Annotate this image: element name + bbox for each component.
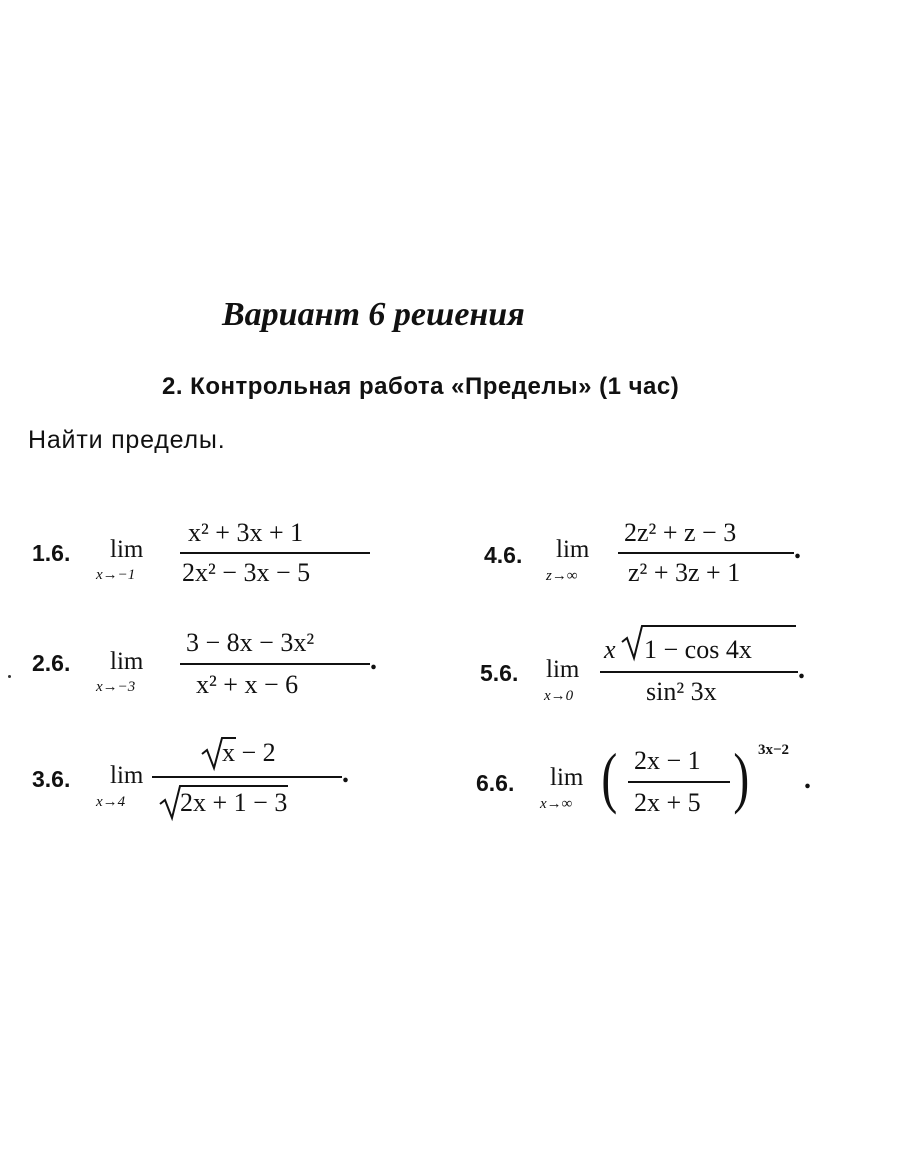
limit-operator: lim <box>110 762 144 789</box>
scan-speck <box>8 675 11 678</box>
numerator: x − 2 <box>222 738 276 767</box>
denominator: x² + x − 6 <box>196 670 299 699</box>
limit-subscript: x→4 <box>96 794 126 810</box>
limit-operator: lim <box>110 648 144 675</box>
denominator: sin² 3x <box>646 677 717 706</box>
limit-operator: lim <box>110 536 144 563</box>
section-heading: 2. Контрольная работа «Пределы» (1 час) <box>162 373 680 400</box>
terminal-period: . <box>370 645 377 676</box>
fraction-bar <box>152 776 342 778</box>
instruction-text: Найти пределы. <box>28 426 226 454</box>
fraction-bar <box>180 552 370 554</box>
exponent: 3x−2 <box>758 742 790 758</box>
numerator: 1 − cos 4x <box>644 635 752 664</box>
page-title: Вариант 6 решения <box>222 296 525 333</box>
terminal-period: . <box>794 534 801 565</box>
terminal-period: . <box>342 758 349 789</box>
limit-operator: lim <box>550 764 584 791</box>
denominator: 2x² − 3x − 5 <box>182 558 311 587</box>
limit-subscript: x→0 <box>544 688 574 704</box>
numerator: 2x − 1 <box>634 746 701 775</box>
denominator: 2x + 1 − 3 <box>180 788 288 817</box>
problem-number: 4.6. <box>484 542 523 568</box>
limit-subscript: z→∞ <box>546 568 578 584</box>
fraction-bar <box>600 671 798 673</box>
problem-number: 6.6. <box>476 770 515 796</box>
terminal-period: . <box>798 654 805 685</box>
denominator: z² + 3z + 1 <box>628 558 741 587</box>
fraction-bar <box>180 663 370 665</box>
numerator: 3 − 8x − 3x² <box>186 628 315 657</box>
limit-subscript: x→∞ <box>540 796 573 812</box>
problem-number: 3.6. <box>32 766 71 792</box>
fraction-bar <box>628 781 730 783</box>
problem-number: 2.6. <box>32 650 71 676</box>
problem-number: 1.6. <box>32 540 71 566</box>
numerator: x² + 3x + 1 <box>188 518 304 547</box>
numerator-prefix: x <box>604 635 616 664</box>
left-parenthesis: ( <box>601 739 618 815</box>
limit-subscript: x→−1 <box>96 567 136 583</box>
limit-operator: lim <box>546 656 580 683</box>
limit-operator: lim <box>556 536 590 563</box>
problem-number: 5.6. <box>480 660 519 686</box>
right-parenthesis: ) <box>733 739 750 815</box>
terminal-period: . <box>804 764 811 795</box>
numerator: 2z² + z − 3 <box>624 518 737 547</box>
denominator: 2x + 5 <box>634 788 701 817</box>
fraction-bar <box>618 552 794 554</box>
limit-subscript: x→−3 <box>96 679 136 695</box>
